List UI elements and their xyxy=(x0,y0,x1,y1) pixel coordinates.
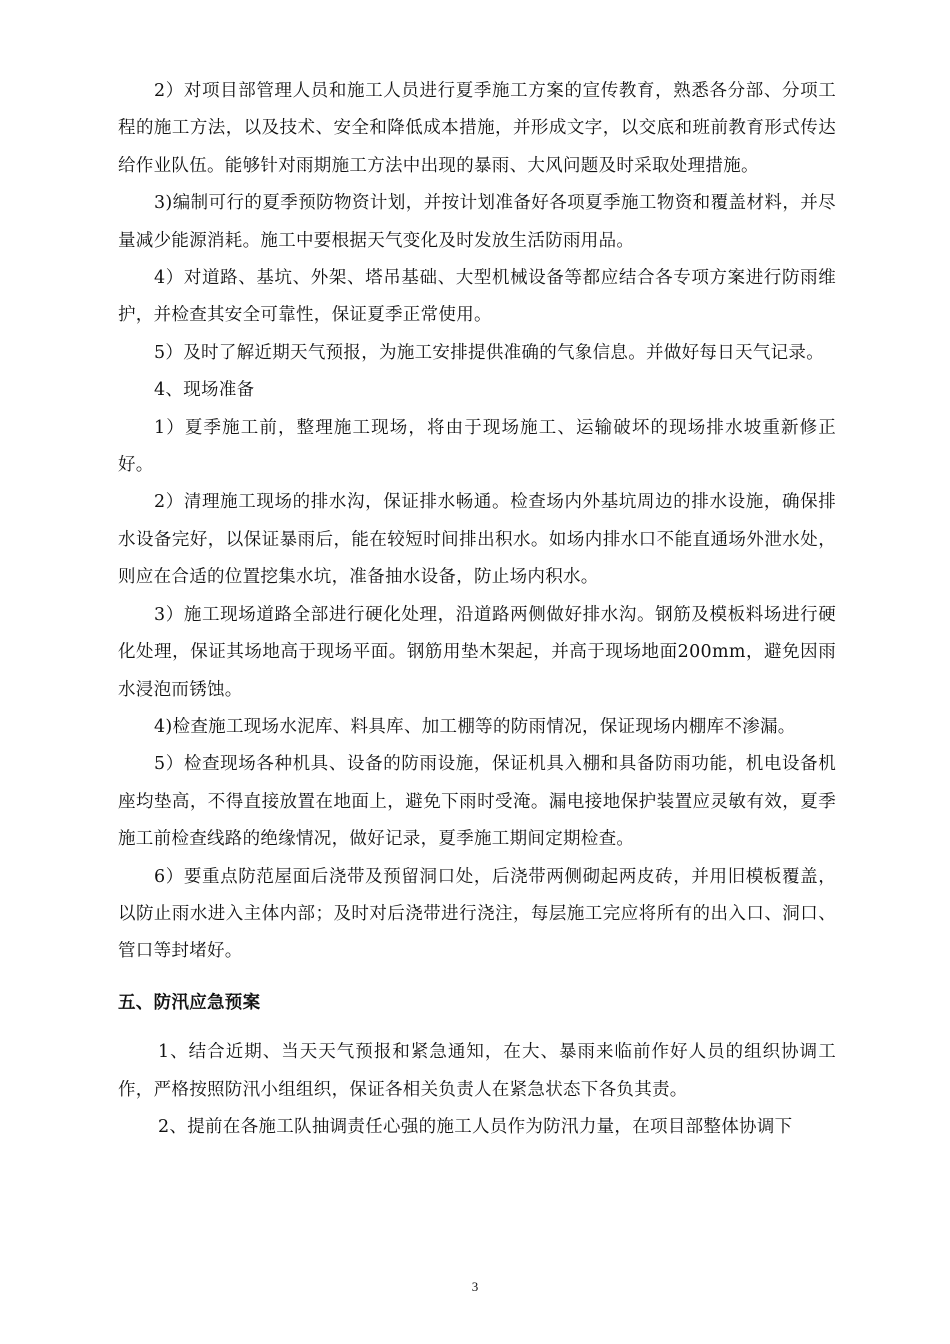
paragraph-equipment-protection: 5）检查现场各种机具、设备的防雨设施，保证机具入棚和具备防雨功能，机电设备机座均垫高，不得直接放置在地面上，避免下雨时受淹。漏电接地保护装置应灵敏有效，夏季施工前检查线路的绝缘情况，做好记录，夏季施工期间定期检查。 xyxy=(118,754,836,850)
paragraph-drainage: 2）清理施工现场的排水沟，保证排水畅通。检查场内外基坑周边的排水设施，确保排水设备完好，以保证暴雨后，能在较短时间排出积水。如场内排水口不能直通场外泄水处，则应在合适的位置挖集水坑，准备抽水设备，防止场内积水。 xyxy=(118,492,836,588)
paragraph-site-cleanup: 1）夏季施工前，整理施工现场，将由于现场施工、运输破坏的现场排水坡重新修正好。 xyxy=(118,417,836,476)
page-number: 3 xyxy=(471,1279,479,1294)
paragraph-material-plan: 3)编制可行的夏季预防物资计划，并按计划准备好各项夏季施工物资和覆盖材料，并尽量减少能源消耗。施工中要根据天气变化及时发放生活防雨用品。 xyxy=(118,193,836,251)
paragraph-emergency-coordination: 1、结合近期、当天天气预报和紧急通知，在大、暴雨来临前作好人员的组织协调工作，严格按照防汛小组组织，保证各相关负责人在紧急状态下各负其责。 xyxy=(118,1042,836,1100)
paragraph-publicity-education: 2）对项目部管理人员和施工人员进行夏季施工方案的宣传教育，熟悉各分部、分项工程的施工方法，以及技术、安全和降低成本措施，并形成文字，以交底和班前教育形式传达给作业队伍。能够针对雨期施工方法中出现的暴雨、大风问题及时采取处理措施。 xyxy=(118,81,836,176)
section-heading-flood-emergency-plan: 五、防汛应急预案 xyxy=(118,992,261,1013)
document-body xyxy=(118,73,836,1146)
paragraph-post-cast-strip: 6）要重点防范屋面后浇带及预留洞口处，后浇带两侧砌起两皮砖，并用旧模板覆盖，以防止雨水进入主体内部；及时对后浇带进行浇注，每层施工完应将所有的出入口、洞口、管口等封堵好。 xyxy=(118,866,836,962)
subheading-site-preparation: 4、现场准备 xyxy=(154,380,255,401)
paragraph-flood-personnel: 2、提前在各施工队抽调责任心强的施工人员作为防汛力量，在项目部整体协调下 xyxy=(158,1116,793,1137)
paragraph-warehouse-check: 4)检查施工现场水泥库、料具库、加工棚等的防雨情况，保证现场内棚库不渗漏。 xyxy=(154,716,796,737)
paragraph-weather-forecast: 5）及时了解近期天气预报，为施工安排提供准确的气象信息。并做好每日天气记录。 xyxy=(154,342,825,363)
paragraph-road-hardening: 3）施工现场道路全部进行硬化处理，沿道路两侧做好排水沟。钢筋及模板料场进行硬化处理，保证其场地高于现场平面。钢筋用垫木架起，并高于现场地面200mm，避免因雨水浸泡而锈蚀。 xyxy=(118,604,836,700)
paragraph-rain-maintenance: 4）对道路、基坑、外架、塔吊基础、大型机械设备等都应结合各专项方案进行防雨维护，并检查其安全可靠性，保证夏季正常使用。 xyxy=(118,268,836,326)
